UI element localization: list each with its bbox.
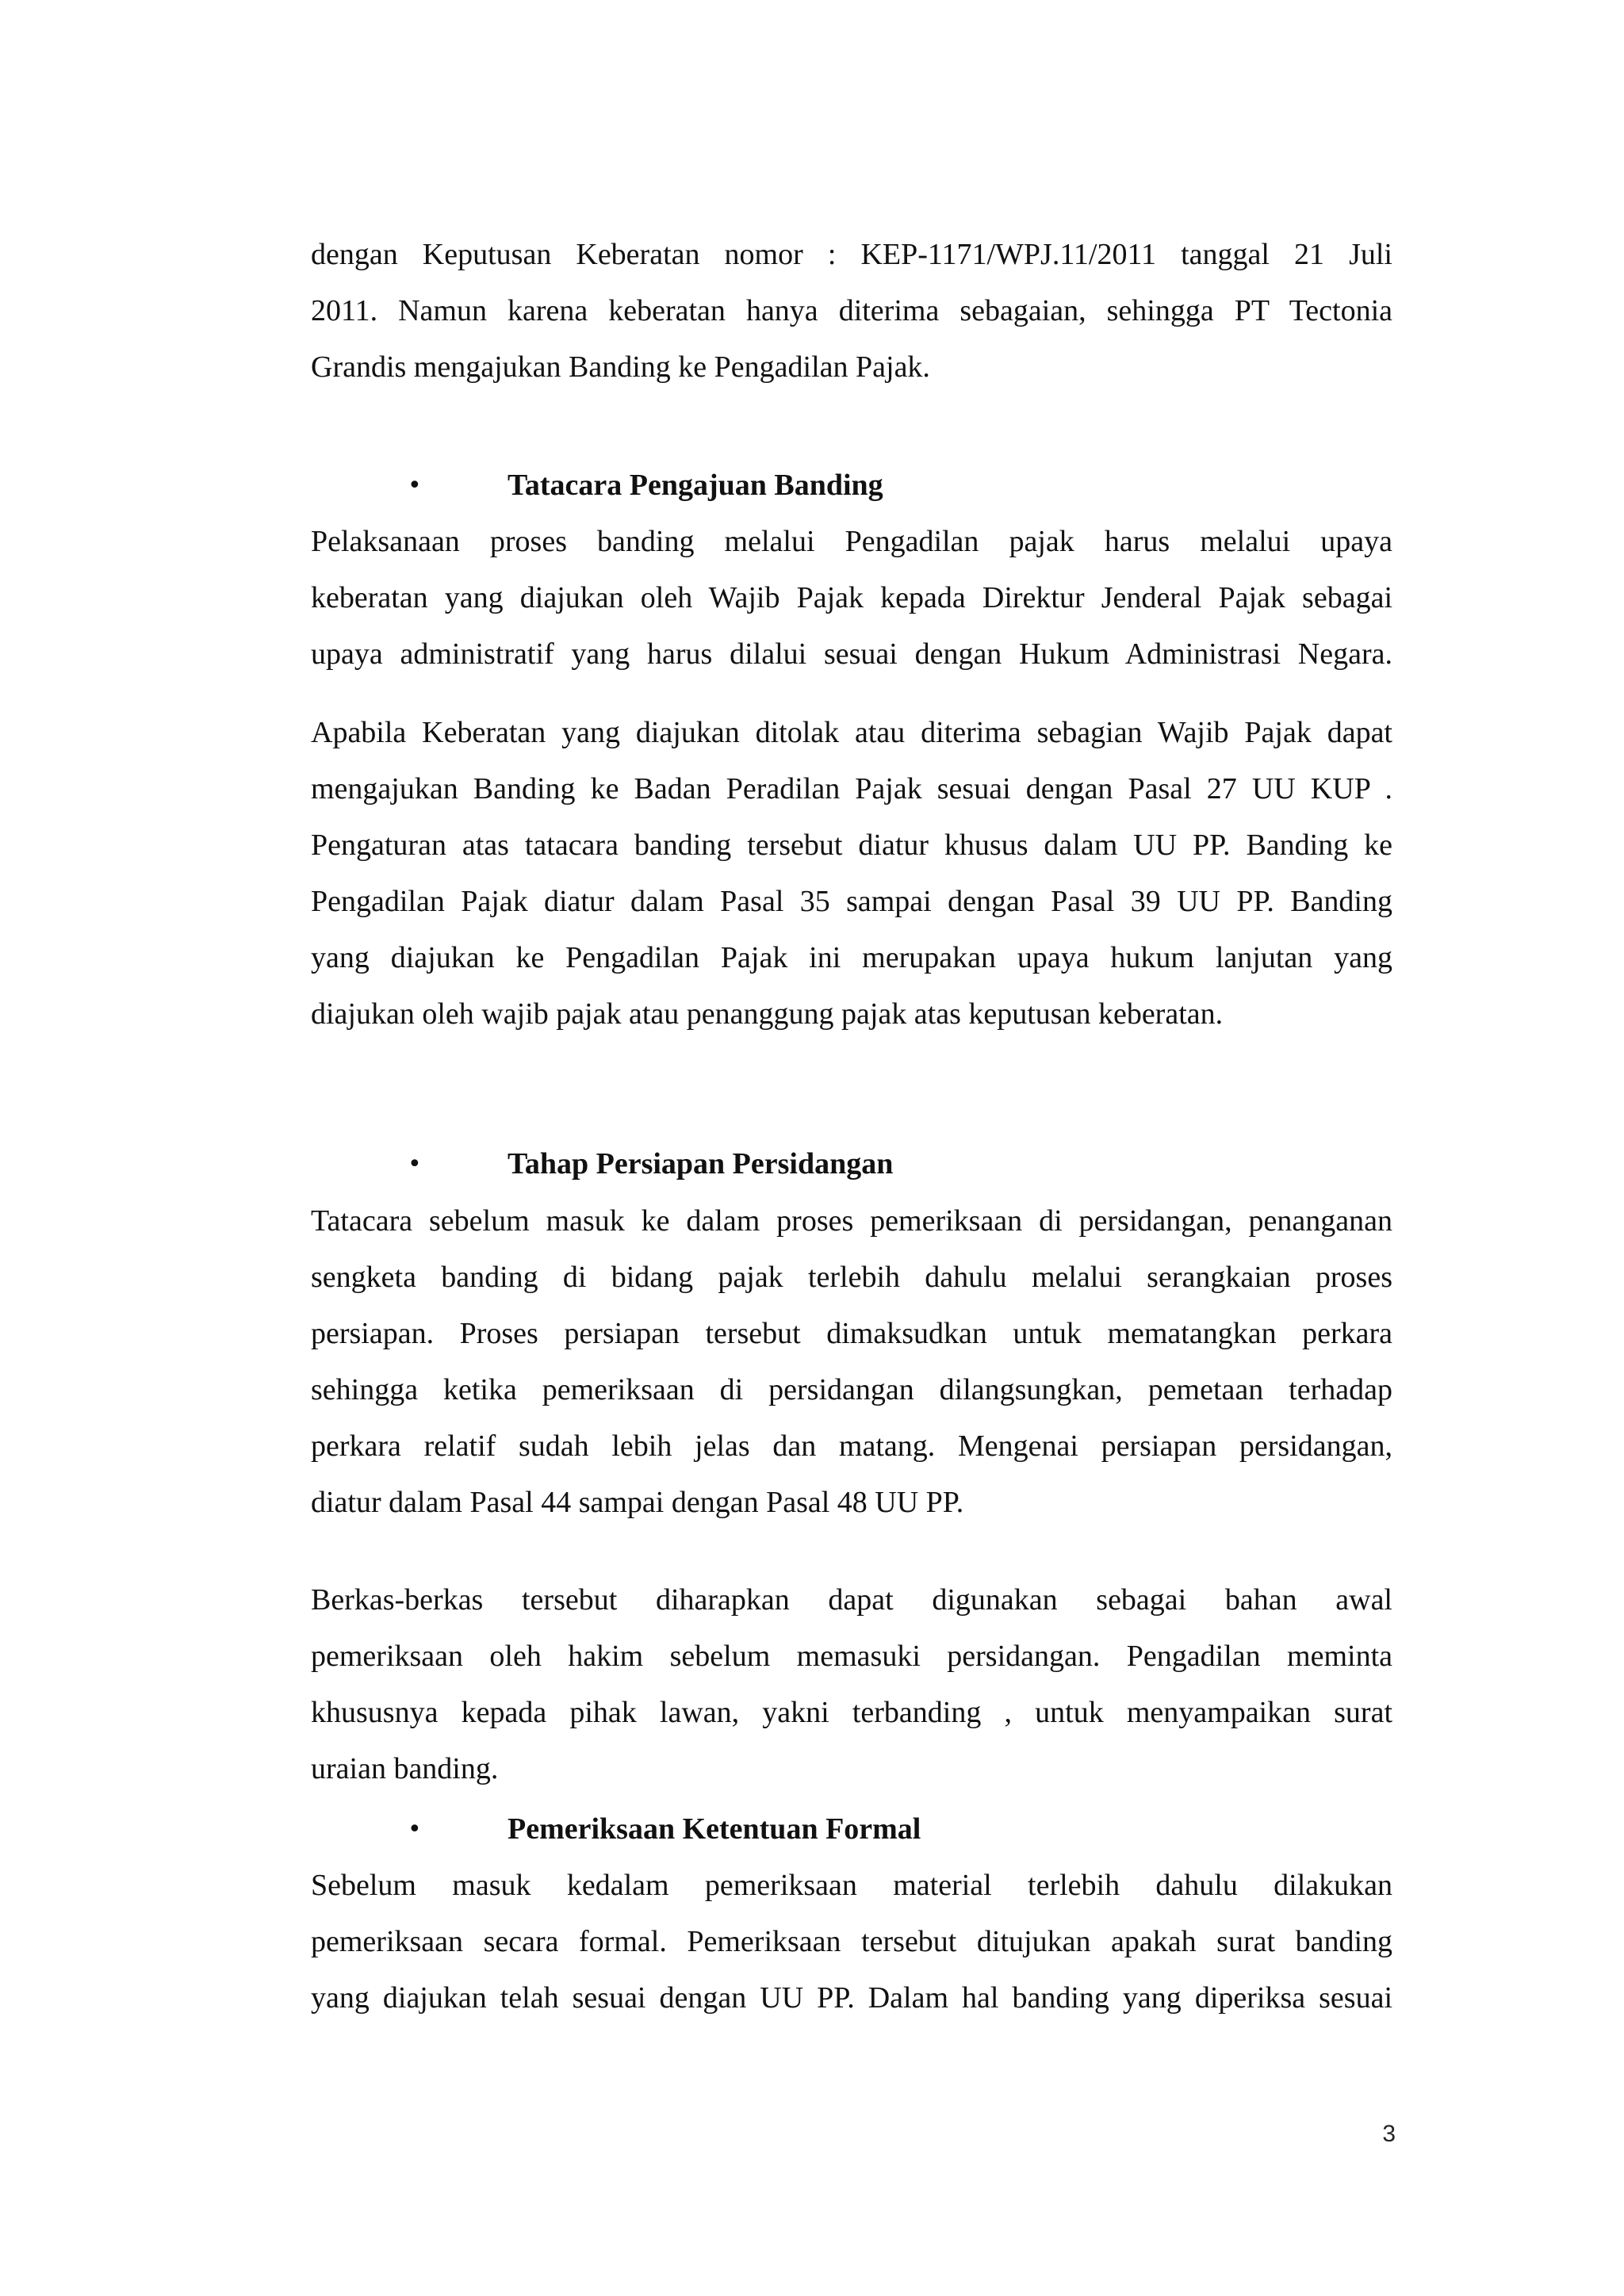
intro-paragraph [311,227,1392,396]
section-3-paragraph-1 [311,1858,1392,2026]
paragraph-line: Tatacara sebelum masuk ke dalam proses pemeriksaan di persidangan, penanganan [311,1204,1392,1238]
paragraph-line: sehingga ketika pemeriksaan di persidangan dilangsungkan, pemetaan terhadap [311,1373,1392,1406]
paragraph-line: sengketa banding di bidang pajak terlebih dahulu melalui serangkaian proses [311,1261,1392,1294]
paragraph-line: diajukan oleh wajib pajak atau penanggung pajak atas keputusan keberatan. [311,997,1224,1031]
paragraph-line: persiapan. Proses persiapan tersebut dimaksudkan untuk mematangkan perkara [311,1317,1392,1350]
paragraph-line: yang diajukan ke Pengadilan Pajak ini merupakan upaya hukum lanjutan yang [311,941,1392,974]
paragraph-line: Sebelum masuk kedalam pemeriksaan material terlebih dahulu dilakukan [311,1869,1392,1902]
paragraph-line: diatur dalam Pasal 44 sampai dengan Pasal 48 UU PP. [311,1486,964,1519]
paragraph-line: uraian banding. [311,1752,499,1785]
intro-line: 2011. Namun karena keberatan hanya diterima sebagaian, sehingga PT Tectonia [311,294,1392,327]
paragraph-line: Berkas-berkas tersebut diharapkan dapat digunakan sebagai bahan awal [311,1583,1392,1617]
section-1-paragraph-1 [311,514,1392,683]
paragraph-line: yang diajukan telah sesuai dengan UU PP. Dalam hal banding yang diperiksa sesuai [311,1981,1392,2015]
paragraph-line: mengajukan Banding ke Badan Peradilan Pajak sesuai dengan Pasal 27 UU KUP . [311,772,1392,806]
bullet-icon: • [408,1150,422,1178]
section-2-paragraph-1 [311,1193,1392,1531]
section-heading-text: Pemeriksaan Ketentuan Formal [508,1812,921,1846]
section-1-paragraph-2 [311,705,1392,1043]
section-heading-text: Tahap Persiapan Persidangan [508,1147,894,1181]
paragraph-line: Pelaksanaan proses banding melalui Pengadilan pajak harus melalui upaya [311,525,1392,558]
section-2-paragraph-2 [311,1572,1392,1797]
paragraph-line: upaya administratif yang harus dilalui sesuai dengan Hukum Administrasi Negara. [311,637,1392,671]
paragraph-line: keberatan yang diajukan oleh Wajib Pajak kepada Direktur Jenderal Pajak sebagai [311,581,1392,614]
intro-line: dengan Keputusan Keberatan nomor : KEP-1171/WPJ.11/2011 tanggal 21 Juli [311,238,1392,271]
bullet-icon: • [408,472,422,499]
paragraph-line: pemeriksaan secara formal. Pemeriksaan tersebut ditujukan apakah surat banding [311,1925,1392,1958]
page-number: 3 [1382,2121,1396,2147]
paragraph-line: Pengaturan atas tatacara banding tersebut diatur khusus dalam UU PP. Banding ke [311,828,1392,862]
paragraph-line: khususnya kepada pihak lawan, yakni terbanding , untuk menyampaikan surat [311,1696,1392,1729]
intro-line: Grandis mengajukan Banding ke Pengadilan Pajak. [311,350,930,384]
bullet-icon: • [408,1816,422,1843]
paragraph-line: perkara relatif sudah lebih jelas dan matang. Mengenai persiapan persidangan, [311,1429,1392,1463]
section-heading-text: Tatacara Pengajuan Banding [508,469,883,502]
paragraph-line: Apabila Keberatan yang diajukan ditolak atau diterima sebagian Wajib Pajak dapat [311,716,1392,749]
paragraph-line: pemeriksaan oleh hakim sebelum memasuki persidangan. Pengadilan meminta [311,1640,1392,1673]
paragraph-line: Pengadilan Pajak diatur dalam Pasal 35 sampai dengan Pasal 39 UU PP. Banding [311,885,1392,918]
